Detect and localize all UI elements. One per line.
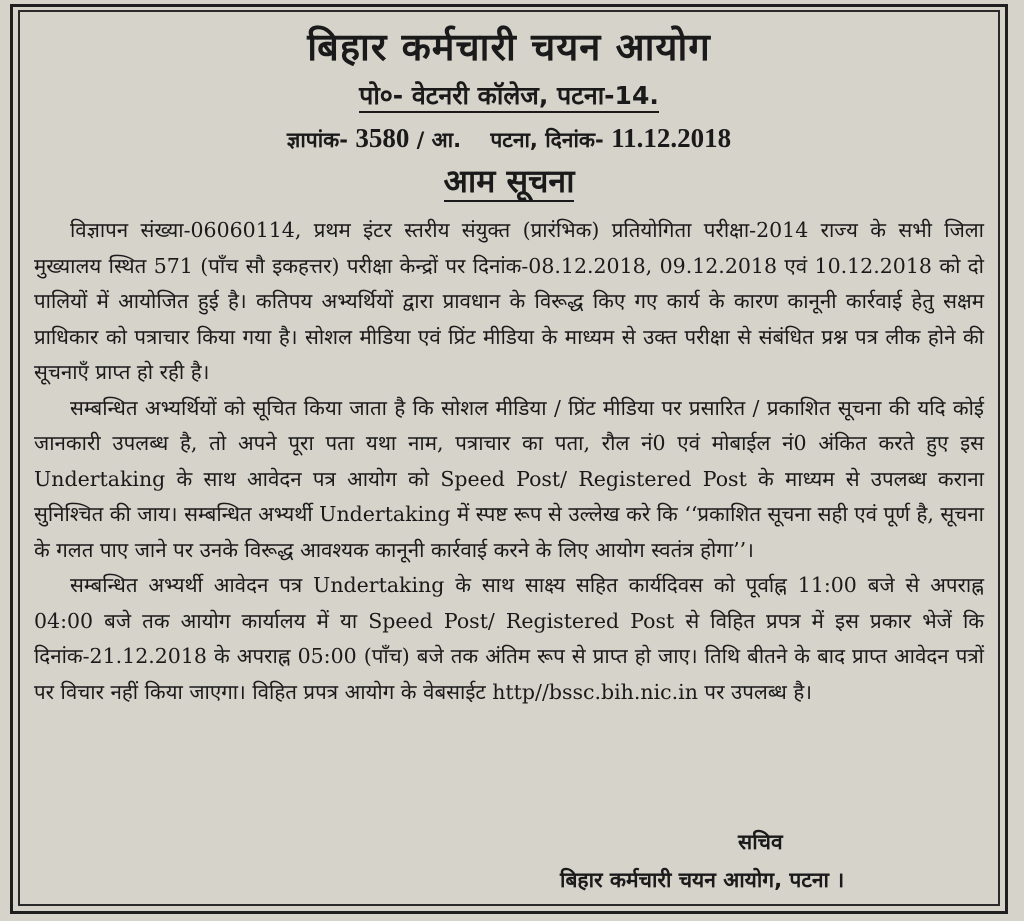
paragraph-1-text: विज्ञापन संख्या-06060114, प्रथम इंटर स्तरीय संयुक्त (प्रारंभिक) प्रतियोगिता परीक्षा-2014 राज्य के सभी जिला मुख्यालय स्थित 571 (पाँच सौ इकहत्तर) परीक्षा केन्द्रों पर दिनांक-08.12.2018, 09.12.2018 एवं 10.12.2018 को दो पालियों में आयोजित हुई है। कतिपय अभ्यर्थियों द्वारा प्रावधान के विरूद्ध किए गए कार्य के कारण कानूनी कार्रवाई हेतु सक्षम प्राधिकार को पत्राचार किया गया है। सोशल मीडिया एवं प्रिंट मीडिया के माध्यम से उक्त परीक्षा से संबंधित प्रश्न पत्र लीक होने की सूचनाएँ प्राप्त हो रही है।: [34, 218, 984, 384]
notice-heading: [34, 159, 984, 209]
address-line: [34, 80, 984, 115]
notice-heading-text: आम सूचना: [443, 162, 575, 200]
ref-label: ज्ञापांक-: [286, 128, 349, 152]
ref-suffix: / आ.: [416, 128, 462, 152]
paragraph-2: [34, 391, 984, 569]
paragraph-3-text: सम्बन्धित अभ्यर्थी आवेदन पत्र Undertaking के साथ साक्ष्य सहित कार्यदिवस को पूर्वाह्न 11:00 बजे से अपराह्न 04:00 बजे तक आयोग कार्यालय में या Speed Post/ Registered Post से विहित प्रपत्र में इस प्रकार भेजें कि दिनांक-21.12.2018 के अपराह्न 05:00 (पाँच) बजे तक अंतिम रूप से प्राप्त हो जाए। तिथि बीतने के बाद प्राप्त आवेदन पत्रों पर विचार नहीं किया जाएगा। विहित प्रपत्र आयोग के वेबसाईट http//bssc.bih.nic.in पर उपलब्ध है।: [34, 573, 984, 704]
place-date-label: पटना, दिनांक-: [490, 128, 604, 152]
paragraph-2-text: सम्बन्धित अभ्यर्थियों को सूचित किया जाता है कि सोशल मीडिया / प्रिंट मीडिया पर प्रसारित / प्रकाशित सूचना की यदि कोई जानकारी उपलब्ध है, तो अपने पूरा पता यथा नाम, पत्राचार का पता, रौल नं0 एवं मोबाईल नं0 अंकित करते हुए इस Undertaking के साथ आवेदन पत्र आयोग को Speed Post/ Registered Post के माध्यम से उपलब्ध कराना सुनिश्चित की जाय। सम्बन्धित अभ्यर्थी Undertaking में स्पष्ट रूप से उल्लेख करे कि ‘‘प्रकाशित सूचना सही एवं पूर्ण है, सूचना के गलत पाए जाने पर उनके विरूद्ध आवश्यक कानूनी कार्रवाई करने के लिए आयोग स्वतंत्र होगा’’।: [34, 395, 984, 562]
signatory-org: बिहार कर्मचारी चयन आयोग, पटना ।: [560, 868, 845, 892]
reference-line: [34, 121, 984, 157]
commission-title: बिहार कर्मचारी चयन आयोग: [307, 25, 711, 69]
paragraph-3: [34, 568, 984, 710]
notice-body: [34, 22, 984, 710]
paragraph-1: [34, 213, 984, 391]
address-text: पो०- वेटनरी कॉलेज, पटना-14.: [359, 81, 659, 113]
notice-date: 11.12.2018: [611, 123, 732, 153]
ref-number: 3580: [355, 123, 410, 153]
signatory-title: सचिव: [738, 830, 783, 854]
